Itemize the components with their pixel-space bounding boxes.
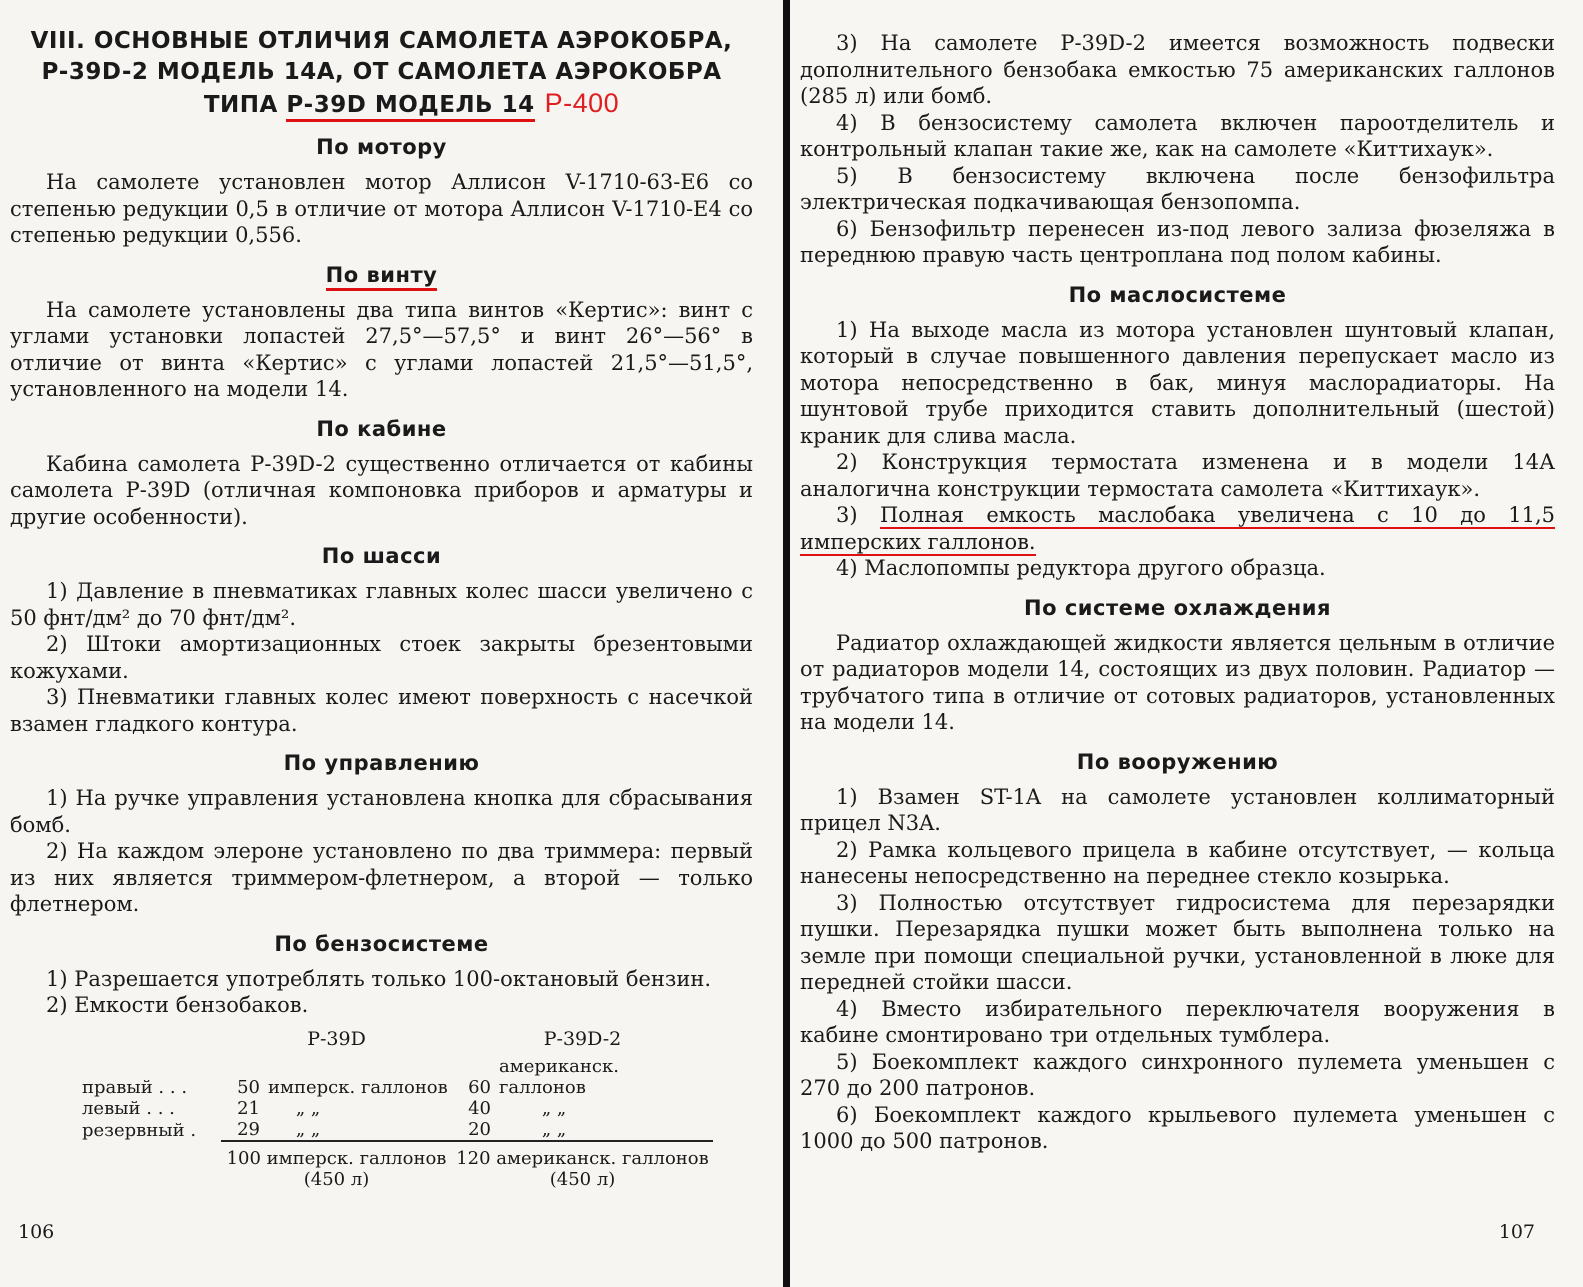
heading-vint: [10, 263, 753, 287]
chapter-title-line-2: Р-39D-2 МОДЕЛЬ 14А, ОТ САМОЛЕТА АЭРОКОБРА: [41, 59, 722, 85]
right-page: [790, 0, 1583, 1287]
heading-vooruzhenie: По вооружению: [1076, 749, 1279, 774]
heading-shassi: По шасси: [321, 544, 442, 568]
heading-kabina: По кабине: [316, 416, 447, 441]
page-number-left: 106: [18, 1221, 55, 1243]
benzo-item-3: 3) На самолете Р-39D-2 имеется возможность подвески дополнительного бензобака емкостью 75 американских галлонов (285 л) или бомб.: [800, 31, 1555, 108]
fuel-total-p39d2: 120 американск. галлонов (450 л): [452, 1141, 713, 1190]
heading-motor: По мотору: [316, 135, 447, 159]
shassi-item-2: 2) Штоки амортизационных стоек закрыты брезентовыми кожухами.: [10, 632, 753, 683]
shassi-item-3: 3) Пневматики главных колес имеют поверхность с насечкой взамен гладкого контура.: [10, 685, 753, 736]
table-row: резервный . 29 „ „ 20 „ „: [82, 1118, 567, 1141]
vooruzhenie-item-1: 1) Взамен ST-1A на самолете установлен коллиматорный прицел N3A.: [800, 784, 1555, 835]
book-gutter: [783, 0, 790, 1287]
heading-benzo: По бензосистеме: [274, 931, 489, 956]
heading-upravlenie: По управлению: [283, 751, 480, 775]
chapter-title-line-1: VIII. ОСНОВНЫЕ ОТЛИЧИЯ САМОЛЕТА АЭРОКОБРА,: [30, 28, 733, 54]
heading-maslo: По маслосистеме: [1068, 282, 1287, 307]
chapter-title: [10, 26, 753, 121]
heading-ohlazhdenie: По системе охлаждения: [1024, 595, 1331, 620]
upravlenie-item-1: 1) На ручке управления установлена кнопка для сбрасывания бомб.: [10, 786, 753, 837]
vooruzhenie-item-3: 3) Полностью отсутствует гидросистема для перезарядки пушки. Перезарядка пушки может быть выполнена только на земле при помощи специальной ручки, установленной в люке для передней стойки шасси.: [800, 890, 1555, 994]
vint-text: На самолете установлены два типа винтов «Кертис»: винт с углами установки лопастей 27,5°—57,5° и винт 26°—56° в отличие от винта «Кертис» с углами лопастей 21,5°—51,5°, установленного на модели 14.: [10, 297, 753, 401]
ohlazhdenie-text: Радиатор охлаждающей жидкости является цельным в отличие от радиаторов модели 14, состоящих из двух половин. Радиатор — трубчатого типа в отличие от сотовых радиаторов, установленных на модели 14.: [800, 630, 1555, 734]
vooruzhenie-item-2: 2) Рамка кольцевого прицела в кабине отсутствует, — кольца нанесены непосредственно на переднее стекло козырька.: [800, 837, 1555, 888]
chapter-title-line-3: [10, 88, 753, 121]
left-page: [0, 0, 783, 1287]
maslo-item-3: 3) Полная емкость маслобака увеличена с 10 до 11,5 имперских галлонов.: [800, 503, 1555, 554]
fuel-table-col-p39d2: Р-39D-2: [543, 1027, 622, 1050]
fuel-table-total-row: [78, 1141, 713, 1190]
handwritten-red-note: P-400: [544, 88, 620, 118]
chapter-title-prefix: ТИПА: [203, 92, 287, 118]
benzo-item-1: 1) Разрешается употреблять только 100-октановый бензин.: [46, 966, 712, 991]
maslo-item-3-underlined: Полная емкость маслобака увеличена с 10 до 11,5 имперских галлонов.: [800, 503, 1555, 554]
maslo-item-2: 2) Конструкция термостата изменена и в модели 14А аналогична конструкции термостата самолета «Киттихаук».: [800, 450, 1555, 501]
fuel-tank-table: [78, 1029, 713, 1190]
fuel-total-p39d: 100 имперск. галлонов (450 л): [221, 1141, 452, 1190]
benzo-item-4: 4) В бензосистему самолета включен пароотделитель и контрольный клапан такие же, как на самолете «Киттихаук».: [800, 110, 1555, 161]
vooruzhenie-item-6: 6) Боекомплект каждого крыльевого пулемета уменьшен с 1000 до 500 патронов.: [800, 1102, 1555, 1153]
shassi-item-1: 1) Давление в пневматиках главных колес шасси увеличено с 50 фнт/дм² до 70 фнт/дм².: [10, 579, 753, 630]
fuel-table-col-p39d: Р-39D: [307, 1027, 366, 1050]
page-number-right: 107: [1498, 1221, 1535, 1243]
benzo-item-5: 5) В бензосистему включена после бензофильтра электрическая подкачивающая бензопомпа.: [800, 163, 1555, 214]
heading-vint-underlined: По винту: [326, 263, 438, 291]
upravlenie-item-2: 2) На каждом элероне установлено по два триммера: первый из них является триммером-флетнером, а второй — только флетнером.: [10, 839, 753, 916]
vooruzhenie-item-5: 5) Боекомплект каждого синхронного пулемета уменьшен с 270 до 200 патронов.: [800, 1049, 1555, 1100]
table-row: правый . . . 50 имперск. галлонов 60 американск. галлонов: [82, 1055, 619, 1098]
benzo-item-6: 6) Бензофильтр перенесен из-под левого зализа фюзеляжа в переднюю правую часть центроплана под полом кабины.: [800, 216, 1555, 267]
vooruzhenie-item-4: 4) Вместо избирательного переключателя вооружения в кабине смонтировано три отдельных тумблера.: [800, 996, 1555, 1047]
maslo-item-1: 1) На выходе масла из мотора установлен шунтовый клапан, который в случае повышенного давления перепускает масло из мотора непосредственно в бак, минуя маслорадиаторы. На шунтовой трубе приходится ставить дополнительный (шестой) краник для слива масла.: [800, 317, 1555, 448]
table-row: левый . . . 21 „ „ 40 „ „: [82, 1097, 567, 1119]
chapter-title-underlined: Р-39D МОДЕЛЬ 14: [286, 92, 534, 122]
kabina-text: Кабина самолета Р-39D-2 существенно отличается от кабины самолета Р-39D (отличная компоновка приборов и арматуры и другие особенности).: [10, 451, 753, 529]
maslo-item-4: 4) Маслопомпы редуктора другого образца.: [836, 556, 1326, 580]
benzo-item-2: 2) Емкости бензобаков.: [46, 993, 309, 1017]
motor-text: На самолете установлен мотор Аллисон V-1710-63-Е6 со степенью редукции 0,5 в отличие от мотора Аллисон V-1710-Е4 со степенью редукции 0,556.: [10, 170, 753, 247]
